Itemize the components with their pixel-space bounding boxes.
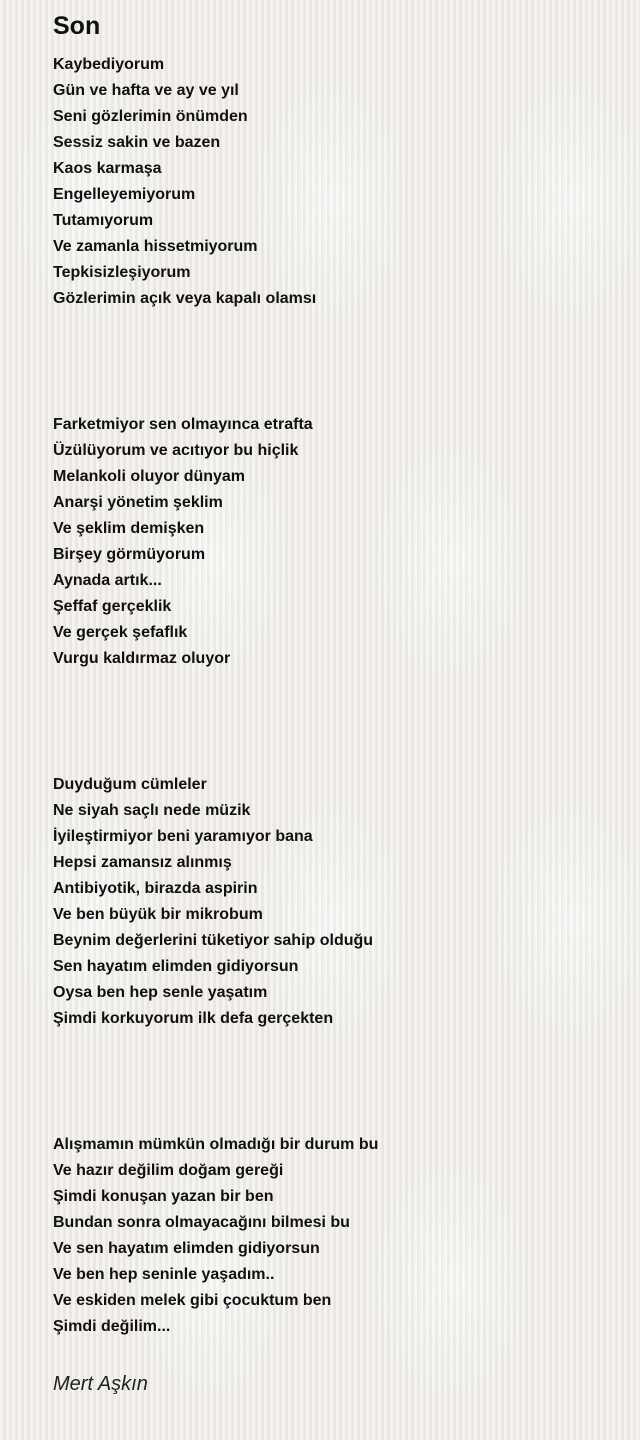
stanza-spacer (53, 312, 613, 412)
poem-line: Alışmamın mümkün olmadığı bir durum bu (53, 1136, 379, 1153)
poem-line: Ve hazır değilim doğam gereği (53, 1162, 284, 1179)
poem-line: Farketmiyor sen olmayınca etrafta (53, 416, 313, 433)
poem-line: Şimdi konuşan yazan bir ben (53, 1188, 274, 1205)
poem-line: Seni gözlerimin önümden (53, 108, 248, 125)
poem-line: Vurgu kaldırmaz oluyor (53, 650, 231, 667)
stanza-1 (53, 52, 613, 312)
poem-line: Kaos karmaşa (53, 160, 162, 177)
stanza-2 (53, 412, 613, 672)
poem-line: Ve ben hep seninle yaşadım.. (53, 1266, 275, 1283)
poem-line: Şimdi değilim... (53, 1318, 171, 1335)
poem-line: Beynim değerlerini tüketiyor sahip olduğu (53, 932, 374, 949)
stanza-spacer (53, 1032, 613, 1132)
poem-line: Hepsi zamansız alınmış (53, 854, 232, 871)
poem-line: Aynada artık... (53, 572, 162, 589)
poem-line: Sessiz sakin ve bazen (53, 134, 221, 151)
poem-line: Bundan sonra olmayacağını bilmesi bu (53, 1214, 350, 1231)
poem-line: İyileştirmiyor beni yaramıyor bana (53, 828, 313, 845)
poem-line: Şeffaf gerçeklik (53, 598, 172, 615)
poem-author: Mert Aşkın (53, 1373, 148, 1395)
poem-line: Antibiyotik, birazda aspirin (53, 880, 258, 897)
poem-line: Engelleyemiyorum (53, 186, 196, 203)
poem-line: Gözlerimin açık veya kapalı olamsı (53, 290, 317, 307)
poem-line: Ve ben büyük bir mikrobum (53, 906, 263, 923)
poem-container (53, 0, 613, 1396)
poem-line: Ve eskiden melek gibi çocuktum ben (53, 1292, 332, 1309)
poem-line: Ve şeklim demişken (53, 520, 205, 537)
poem-line: Üzülüyorum ve acıtıyor bu hiçlik (53, 442, 299, 459)
stanza-spacer (53, 672, 613, 772)
poem-line: Ve gerçek şefaflık (53, 624, 188, 641)
poem-line: Şimdi korkuyorum ilk defa gerçekten (53, 1010, 334, 1027)
poem-line: Duyduğum cümleler (53, 776, 207, 793)
poem-title: Son (53, 12, 101, 40)
poem-line: Oysa ben hep senle yaşatım (53, 984, 268, 1001)
stanza-4 (53, 1132, 613, 1340)
poem-line: Gün ve hafta ve ay ve yıl (53, 82, 239, 99)
poem-line: Melankoli oluyor dünyam (53, 468, 246, 485)
poem-line: Birşey görmüyorum (53, 546, 206, 563)
poem-line: Anarşi yönetim şeklim (53, 494, 223, 511)
poem-line: Tepkisizleşiyorum (53, 264, 191, 281)
poem-line: Ne siyah saçlı nede müzik (53, 802, 251, 819)
poem-line: Kaybediyorum (53, 56, 165, 73)
poem-line: Ve zamanla hissetmiyorum (53, 238, 258, 255)
poem-line: Sen hayatım elimden gidiyorsun (53, 958, 299, 975)
stanza-3 (53, 772, 613, 1032)
poem-line: Tutamıyorum (53, 212, 154, 229)
poem-line: Ve sen hayatım elimden gidiyorsun (53, 1240, 320, 1257)
